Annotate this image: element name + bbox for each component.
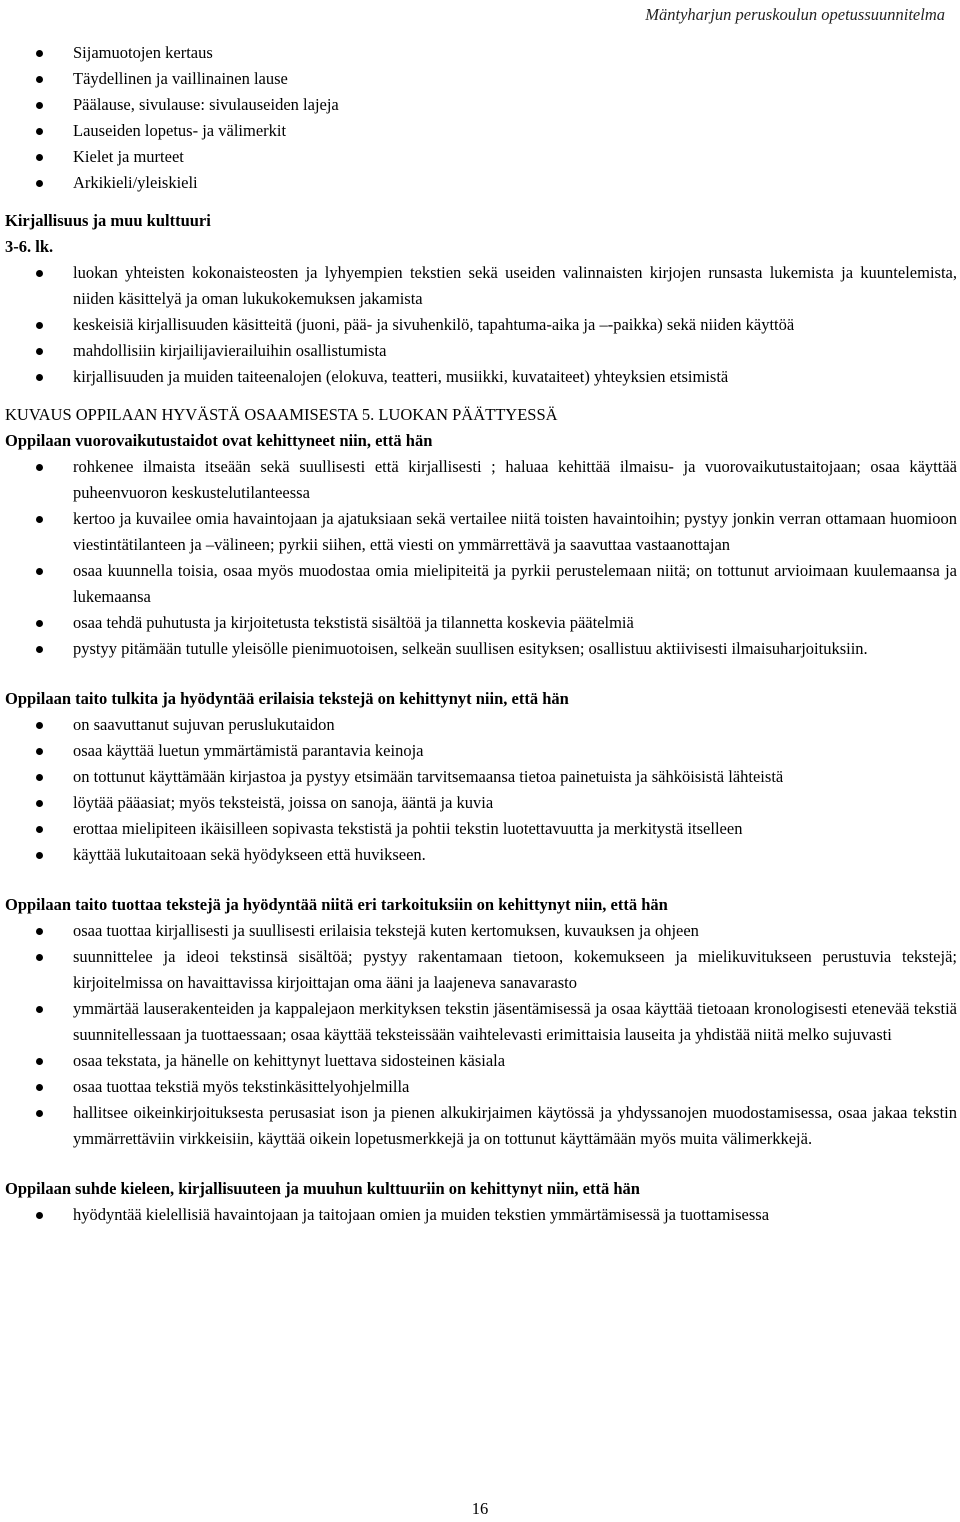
- page-number: 16: [471, 1499, 489, 1518]
- list-item: Arkikieli/yleiskieli: [5, 170, 957, 196]
- bullet-icon: [36, 270, 43, 277]
- bullet-icon: [36, 1058, 43, 1065]
- list-item: löytää pääasiat; myös teksteistä, joissa on sanoja, ääntä ja kuvia: [5, 790, 957, 816]
- list-item: Kielet ja murteet: [5, 144, 957, 170]
- bullet-icon: [36, 50, 43, 57]
- list-item: käyttää lukutaitoaan sekä hyödykseen että huvikseen.: [5, 842, 957, 868]
- list-item: osaa tekstata, ja hänelle on kehittynyt luettava sidosteinen käsiala: [5, 1048, 957, 1074]
- bullet-icon: [36, 322, 43, 329]
- bullet-icon: [36, 800, 43, 807]
- list-item: osaa tuottaa tekstiä myös tekstinkäsittelyohjelmilla: [5, 1074, 957, 1100]
- list-item: osaa tehdä puhutusta ja kirjoitetusta tekstistä sisältöä ja tilannetta koskevia päätelmiä: [5, 610, 957, 636]
- bullet-icon: [36, 646, 43, 653]
- list-item: osaa käyttää luetun ymmärtämistä parantavia keinoja: [5, 738, 957, 764]
- bullet-icon: [36, 76, 43, 83]
- bullet-icon: [36, 852, 43, 859]
- section-heading-interpretation: Oppilaan taito tulkita ja hyödyntää erilaisia tekstejä on kehittynyt niin, että hän: [5, 689, 569, 708]
- section-heading-production: Oppilaan taito tuottaa tekstejä ja hyödyntää niitä eri tarkoituksiin on kehittynyt niin, että hän: [5, 895, 668, 914]
- assessment-description-heading: KUVAUS OPPILAAN HYVÄSTÄ OSAAMISESTA 5. LUOKAN PÄÄTTYESSÄ: [5, 405, 558, 424]
- bullet-icon: [36, 464, 43, 471]
- bullet-icon: [36, 348, 43, 355]
- list-item: keskeisiä kirjallisuuden käsitteitä (juoni, pää- ja sivuhenkilö, tapahtuma-aika ja –-paikka) sekä niiden käyttöä: [5, 312, 957, 338]
- grammar-topic-list: [5, 40, 957, 196]
- grade-heading: 3-6. lk.: [5, 237, 54, 256]
- list-item: on tottunut käyttämään kirjastoa ja pystyy etsimään tarvitsemaansa tietoa painetuista ja sähköisistä lähteistä: [5, 764, 957, 790]
- list-item: rohkenee ilmaista itseään sekä suullisesti että kirjallisesti ; haluaa kehittää ilmaisu- ja vuorovaikutustaitojaan; osaa käyttää puheenvuoron keskustelutilanteessa: [5, 454, 957, 506]
- list-item: Päälause, sivulause: sivulauseiden lajeja: [5, 92, 957, 118]
- list-item: osaa kuunnella toisia, osaa myös muodostaa omia mielipiteitä ja pyrkii perustelemaan niitä; on tottunut arvioimaan kuulemaansa ja lukemaansa: [5, 558, 957, 610]
- list-item: Täydellinen ja vaillinainen lause: [5, 66, 957, 92]
- literature-heading: Kirjallisuus ja muu kulttuuri: [5, 211, 211, 230]
- list-item: kirjallisuuden ja muiden taiteenalojen (elokuva, teatteri, musiikki, kuvataiteet) yhteyksien etsimistä: [5, 364, 957, 390]
- list-item: hallitsee oikeinkirjoituksesta perusasiat ison ja pienen alkukirjaimen käytössä ja yhdyssanojen muodostamisessa, osaa jakaa tekstin ymmärrettäviin virkkeisiin, käyttää oikein lopetusmerkkejä ja on tottunut käyttämään myös muita välimerkkejä.: [5, 1100, 957, 1152]
- interpretation-skills-list: [5, 712, 957, 868]
- bullet-icon: [36, 102, 43, 109]
- list-item: erottaa mielipiteen ikäisilleen sopivasta tekstistä ja pohtii tekstin luotettavuutta ja merkitystä itselleen: [5, 816, 957, 842]
- section-heading-interaction: Oppilaan vuorovaikutustaidot ovat kehittyneet niin, että hän: [5, 431, 433, 450]
- bullet-icon: [36, 128, 43, 135]
- list-item: mahdollisiin kirjailijavierailuihin osallistumista: [5, 338, 957, 364]
- interaction-skills-list: [5, 454, 957, 662]
- bullet-icon: [36, 154, 43, 161]
- bullet-icon: [36, 620, 43, 627]
- bullet-icon: [36, 180, 43, 187]
- bullet-icon: [36, 722, 43, 729]
- list-item: Sijamuotojen kertaus: [5, 40, 957, 66]
- bullet-icon: [36, 774, 43, 781]
- bullet-icon: [36, 1084, 43, 1091]
- list-item: pystyy pitämään tutulle yleisölle pienimuotoisen, selkeän suullisen esityksen; osallistuu aktiivisesti ilmaisuharjoituksiin.: [5, 636, 957, 662]
- bullet-icon: [36, 568, 43, 575]
- section-heading-language-relation: Oppilaan suhde kieleen, kirjallisuuteen ja muuhun kulttuuriin on kehittynyt niin, että hän: [5, 1179, 640, 1198]
- bullet-icon: [36, 1212, 43, 1219]
- bullet-icon: [36, 928, 43, 935]
- list-item: osaa tuottaa kirjallisesti ja suullisesti erilaisia tekstejä kuten kertomuksen, kuvauksen ja ohjeen: [5, 918, 957, 944]
- literature-list: [5, 260, 957, 390]
- list-item: Lauseiden lopetus- ja välimerkit: [5, 118, 957, 144]
- bullet-icon: [36, 1110, 43, 1117]
- bullet-icon: [36, 374, 43, 381]
- list-item: luokan yhteisten kokonaisteosten ja lyhyempien tekstien sekä useiden valinnaisten kirjojen runsasta lukemista ja kuuntelemista, niiden käsittelyä ja oman lukukokemuksen jakamista: [5, 260, 957, 312]
- page-header-title: Mäntyharjun peruskoulun opetussuunnitelma: [645, 5, 945, 24]
- list-item: hyödyntää kielellisiä havaintojaan ja taitojaan omien ja muiden tekstien ymmärtämisessä ja tuottamisessa: [5, 1202, 957, 1228]
- production-skills-list: [5, 918, 957, 1152]
- language-relation-list: [5, 1202, 957, 1228]
- list-item: ymmärtää lauserakenteiden ja kappalejaon merkityksen tekstin jäsentämisessä ja osaa käyttää tietoaan kronologisesti etenevää tekstiä suunnitellessaan ja tuottaessaan; osaa käyttää teksteissään vaihtelevasti erimittaisia lauseita ja yhdistää niitä melko sujuvasti: [5, 996, 957, 1048]
- bullet-icon: [36, 1006, 43, 1013]
- bullet-icon: [36, 826, 43, 833]
- bullet-icon: [36, 748, 43, 755]
- bullet-icon: [36, 516, 43, 523]
- bullet-icon: [36, 954, 43, 961]
- list-item: kertoo ja kuvailee omia havaintojaan ja ajatuksiaan sekä vertailee niitä toisten havaintoihin; pystyy jonkin verran ottamaan huomioon viestintätilanteen ja –välineen; pyrkii siihen, että viesti on ymmärrettävä ja saavuttaa vastaanottajan: [5, 506, 957, 558]
- list-item: suunnittelee ja ideoi tekstinsä sisältöä; pystyy rakentamaan tietoon, kokemukseen ja mielikuvitukseen perustuvia tekstejä; kirjoitelmissa on havaittavissa kirjoittajan oma ääni ja laajeneva sanavarasto: [5, 944, 957, 996]
- list-item: on saavuttanut sujuvan peruslukutaidon: [5, 712, 957, 738]
- document-body: [5, 40, 957, 1228]
